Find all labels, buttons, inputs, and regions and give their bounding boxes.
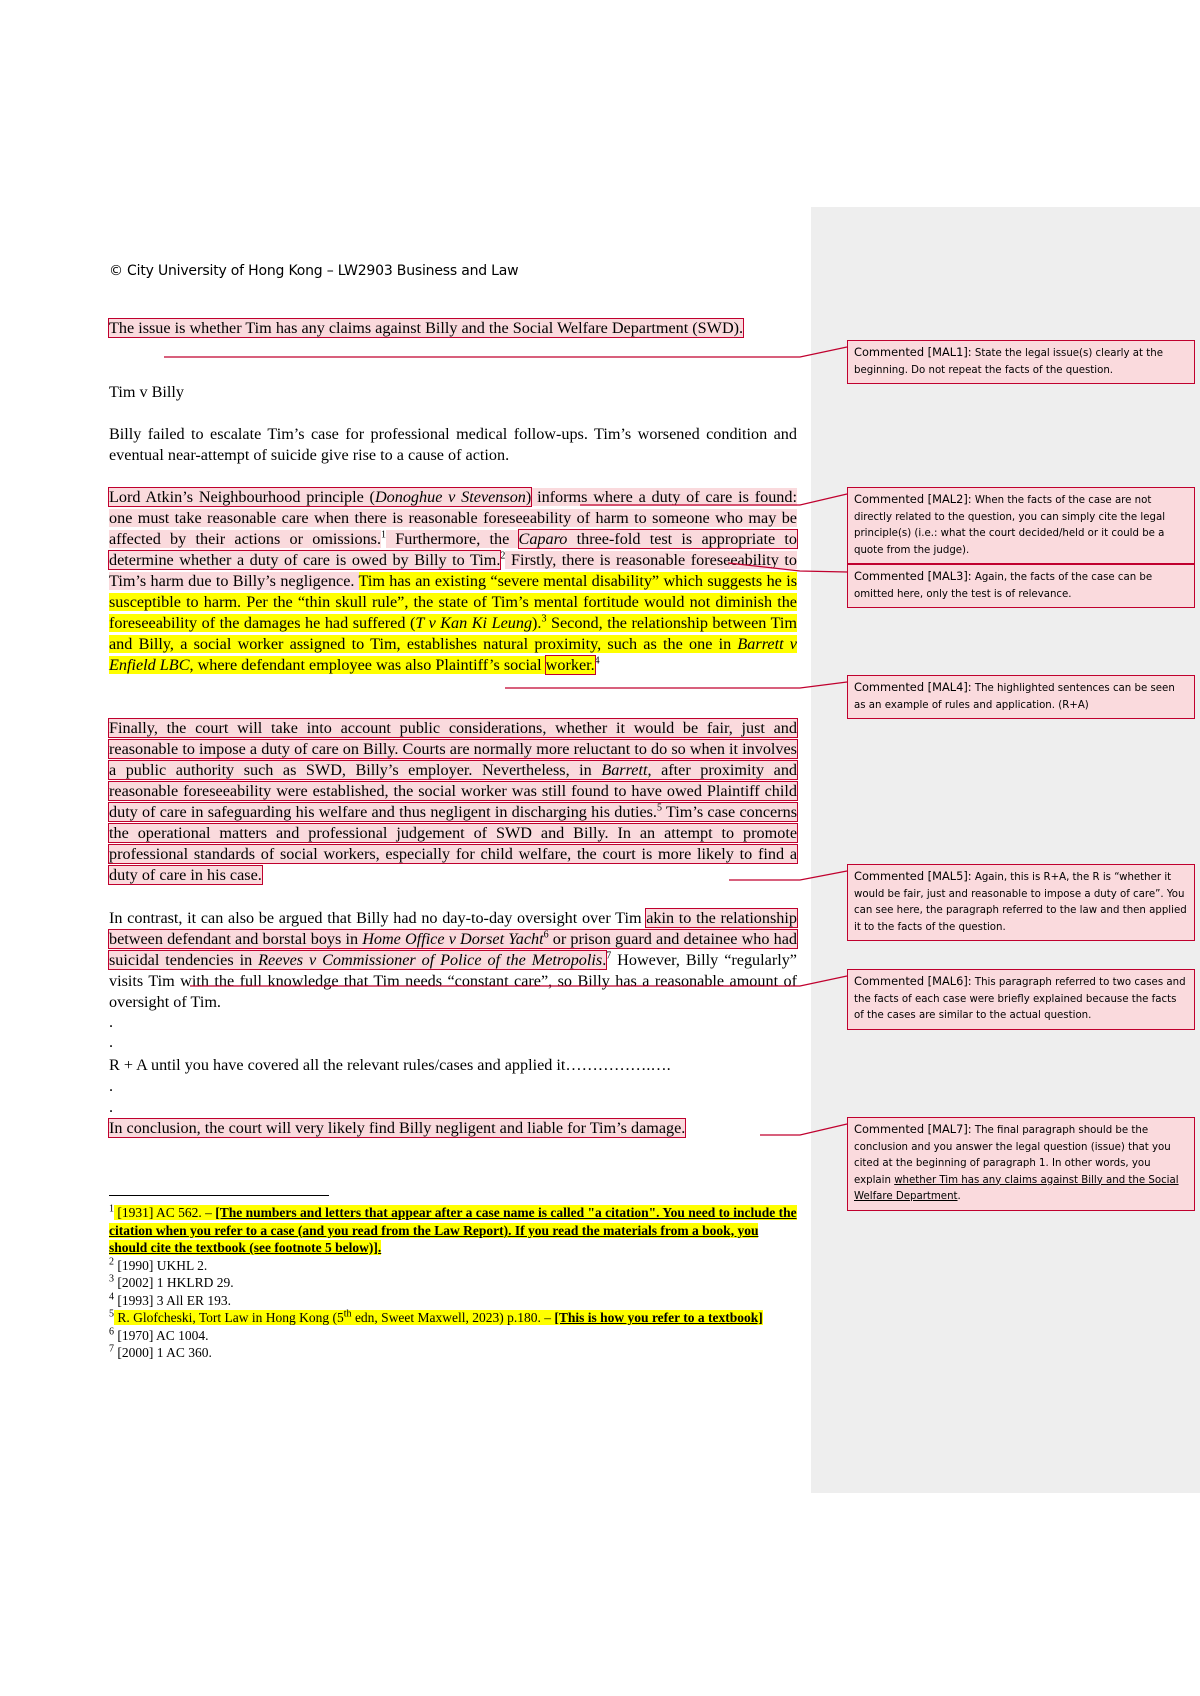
- connector-mal1: [164, 347, 847, 357]
- footnote-4: $^4$ [1993] 3 All ER 193.: [109, 1291, 231, 1308]
- worker-anchor: worker.: [545, 656, 595, 674]
- footnote-ref-2[interactable]: 2: [500, 550, 506, 562]
- footnote-3: $^3$ [2002] 1 HKLRD 29.: [109, 1273, 234, 1290]
- connector-mal6: [190, 976, 847, 986]
- connector-mal4: [505, 682, 847, 688]
- duty-text: informs where a duty of care is found: one must take reasonable care when there is reasonable foreseeability of harm to someone who may be affected by their actions or omissions.: [109, 488, 797, 548]
- conclusion-anchor[interactable]: In conclusion, the court will very likely find Billy negligent and liable for Tim’s damage.: [109, 1119, 686, 1137]
- footnote-ref-4[interactable]: 4: [594, 655, 600, 667]
- comment-mal2[interactable]: Commented [MAL2]: When the facts of the case are not directly related to the question, you can simply cite the legal principle(s) (i.e.: what the court decided/held or it could be a quote from the judge).: [847, 487, 1195, 564]
- connector-mal7: [760, 1124, 847, 1135]
- contrast-text: In contrast, it can also be argued that Billy had no day-to-day oversight over Tim: [109, 909, 647, 927]
- public-considerations-anchor[interactable]: Finally, the court will take into account public considerations, whether it would be fair, just and reasonable to impose a duty of care on Billy. Courts are normally more reluctant to do so when it involves a public authority such as SWD, Billy’s employer. Nevertheless, in Barrett, after proximity and reasonable foreseeability were established, the social worker was still found to have owed Plaintiff child duty of care in safeguarding his welfare and thus negligent in discharging his duties.$^5$ Tim’s case concerns the operational matters and professional judgement of SWD and Billy. In an attempt to promote professional standards of social workers, especially for child welfare, the court is more likely to find a duty of care in his case.: [109, 719, 798, 884]
- issue-statement[interactable]: The issue is whether Tim has any claims against Billy and the Social Welfare Department (SWD).: [109, 319, 744, 337]
- ra-line: R + A until you have covered all the relevant rules/cases and applied it…………….….: [109, 1056, 671, 1074]
- comment-mal1[interactable]: Commented [MAL1]: State the legal issue(s) clearly at the beginning. Do not repeat the facts of the question.: [847, 340, 1195, 384]
- connector-mal2: [580, 494, 847, 505]
- comment-mal4[interactable]: Commented [MAL4]: The highlighted sentences can be seen as an example of rules and application. (R+A): [847, 675, 1195, 719]
- caparo-anchor[interactable]: Caparo three-fold test is appropriate to determine whether a duty of care is owed by Billy to Tim.: [109, 530, 797, 569]
- comment-mal6[interactable]: Commented [MAL6]: This paragraph referred to two cases and the facts of each case were briefly explained because the facts of the cases are similar to the actual question.: [847, 969, 1195, 1030]
- footnote-ref-7[interactable]: 7: [606, 950, 612, 962]
- footnote-2: $^2$ [1990] UKHL 2.: [109, 1256, 208, 1273]
- footnote-ref-3: 3: [541, 613, 547, 625]
- connector-mal3: [728, 563, 847, 572]
- footnote-ref-6: 6: [543, 929, 549, 941]
- connector-mal5: [729, 871, 847, 880]
- highlighted-rules-application[interactable]: Tim has an existing “severe mental disability” which suggests he is susceptible to harm. Per the “thin skull rule”, the state of Tim’s mental fortitude would not diminish the foreseeability of the damages he had suffered (T v Kan Ki Leung).$^3$ Second, the relationship between Tim and Billy, a social worker assigned to Tim, establishes natural proximity, such as the one in Barrett v Enfield LBC, where defendant employee was also Plaintiff’s social worker.: [109, 572, 797, 674]
- ellipsis-dot-2: .: [109, 1033, 114, 1051]
- footnote-7: $^7$ [2000] 1 AC 360.: [109, 1343, 212, 1360]
- footnote-ref-5: 5: [656, 802, 662, 814]
- paragraph-text: Billy failed to escalate Tim’s case for professional medical follow-ups. Tim’s worsened condition and eventual near-attempt of suicide give rise to a cause of action.: [109, 425, 797, 464]
- ellipsis-dot-1: .: [109, 1013, 114, 1031]
- duty-text-3: Firstly, there is reasonable foreseeability to Tim’s harm due to Billy’s negligence.: [109, 551, 797, 590]
- page-header: © City University of Hong Kong – LW2903 Business and Law: [109, 263, 519, 279]
- comment-mal7[interactable]: Commented [MAL7]: The final paragraph should be the conclusion and you answer the legal question (issue) that you cited at the beginning of paragraph 1. In other words, you explain whether Tim has any claims against Billy and the Social Welfare Department.: [847, 1117, 1195, 1211]
- contrast-text-2: However, Billy “regularly” visits Tim with the full knowledge that Tim needs “constant care”, so Billy has a reasonable amount of oversight of Tim.: [109, 951, 797, 1011]
- comment-mal3[interactable]: Commented [MAL3]: Again, the facts of the case can be omitted here, only the test is of relevance.: [847, 564, 1195, 608]
- neighbourhood-principle-anchor[interactable]: Lord Atkin’s Neighbourhood principle (Donoghue v Stevenson): [109, 488, 532, 506]
- cases-anchor[interactable]: akin to the relationship between defendant and borstal boys in Home Office v Dorset Yacht$^6$ or prison guard and detainee who had suicidal tendencies in Reeves v Commissioner of Police of the Metropolis.: [109, 909, 797, 969]
- ellipsis-dot-4: .: [109, 1098, 114, 1116]
- footnote-1: $^1$ [1931] AC 562. – [The numbers and letters that appear after a case name is called "a citation". You need to include the citation when you refer to a case (and you read from the Law Report). If you read the materials from a book, you should cite the textbook (see footnote 5 below)].: [109, 1203, 797, 1255]
- ellipsis-dot-3: .: [109, 1077, 114, 1095]
- footnote-ref-1[interactable]: 1: [381, 529, 387, 541]
- footnote-6: $^6$ [1970] AC 1004.: [109, 1326, 209, 1343]
- footnote-5: $^5$ R. Glofcheski, Tort Law in Hong Kong (5th edn, Sweet Maxwell, 2023) p.180. – [This is how you refer to a textbook]: [109, 1308, 763, 1325]
- comment-mal5[interactable]: Commented [MAL5]: Again, this is R+A, the R is “whether it would be fair, just and reasonable to impose a duty of care”. You can see here, the paragraph referred to the law and then applied it to the facts of the question.: [847, 864, 1195, 941]
- section-heading: Tim v Billy: [109, 383, 184, 401]
- duty-text-2: Furthermore, the: [386, 530, 519, 548]
